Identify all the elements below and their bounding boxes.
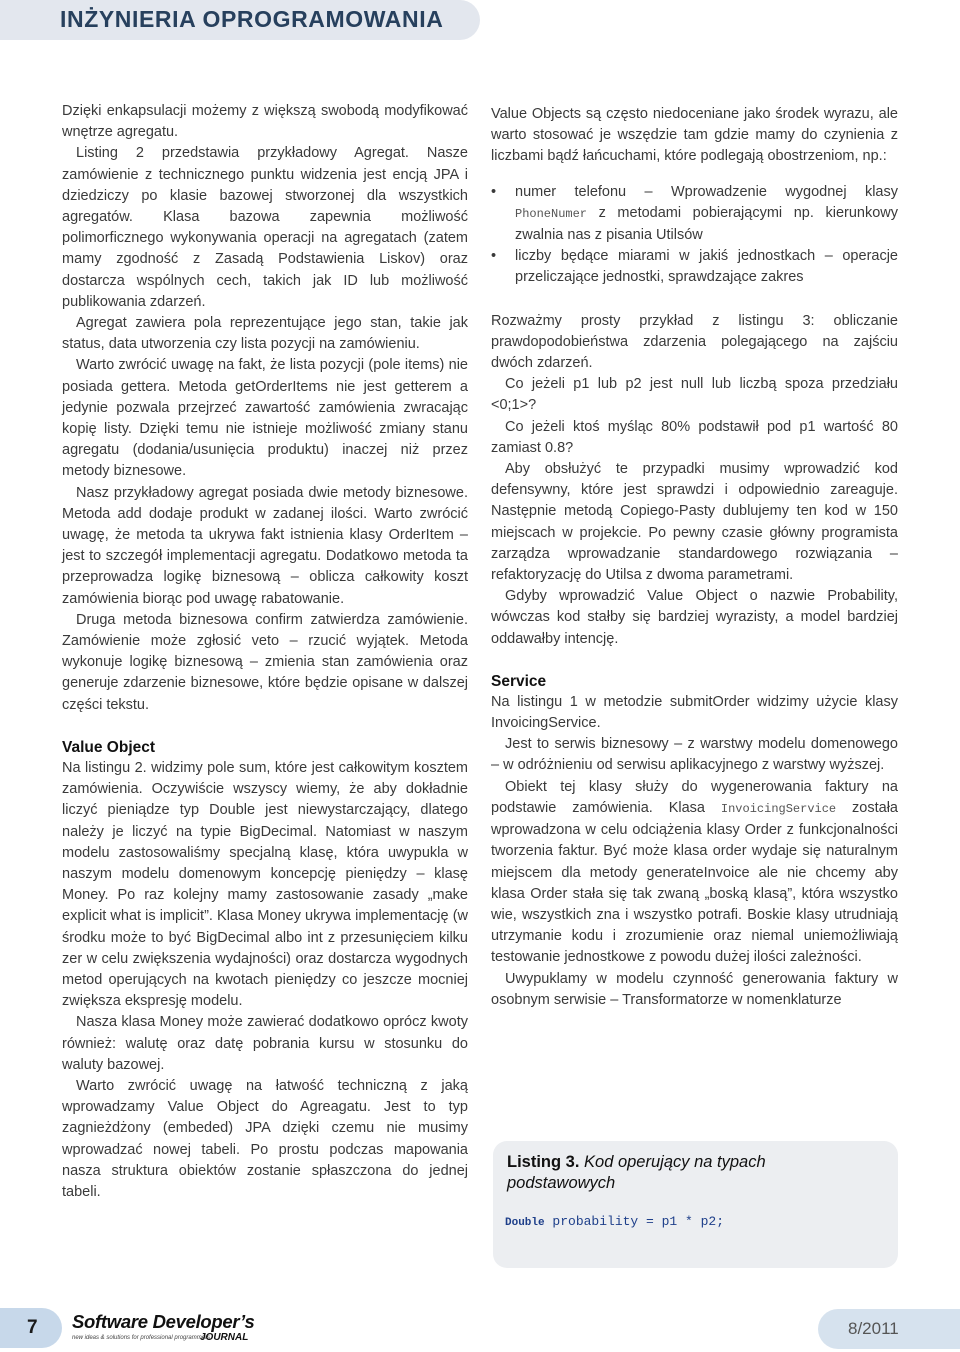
code-keyword: Double bbox=[505, 1217, 545, 1229]
paragraph: Nasz przykładowy agregat posiada dwie metody biznesowe. Metoda add dodaje produkt w zadanej ilości. Warto zwrócić uwagę, że metoda ta ukrywa fakt istnienia klasy OrderItem – jest to szczegół implementacji agregatu. Dodatkowo metoda ta przeprowadza logikę biznesową – oblicza całkowity koszt zamówienia biorąc pod uwagę rabatowanie. bbox=[62, 484, 468, 607]
paragraph: Co jeżeli ktoś myśląc 80% podstawił pod p1 wartość 80 zamiast 0.8? bbox=[491, 418, 898, 456]
page-number-badge bbox=[0, 1308, 62, 1348]
paragraph: Agregat zawiera pola reprezentujące jego stan, takie jak status, data utworzenia czy lista pozycji na zamówieniu. bbox=[62, 315, 468, 353]
listing-caption bbox=[507, 1152, 847, 1194]
paragraph: Jest to serwis biznesowy – z warstwy modelu domenowego – w odróżnieniu od serwisu aplikacyjnego z warstwy wyższej. bbox=[491, 736, 898, 774]
code-text: probability = p1 * p2; bbox=[544, 1214, 725, 1229]
inline-code: InvoicingService bbox=[720, 801, 837, 816]
listing-box bbox=[493, 1141, 898, 1268]
paragraph: Value Objects są często niedoceniane jako środek wyrazu, ale warto stosować je wszędzie tam gdzie mamy do czynienia z liczbami bądź łańcuchami, które podlegają obostrzeniom, np.: bbox=[491, 106, 898, 165]
paragraph: Nasza klasa Money może zawierać dodatkowo oprócz kwoty również: walutę oraz datę pobrania kursu w stosunku do waluty bazowej. bbox=[62, 1014, 468, 1073]
paragraph: Warto zwrócić uwagę na łatwość techniczną z jaką wprowadzamy Value Object do Agreagatu. Jest to typ zagnieżdżony (embeded) JPA dzięki czemu nie musimy wprowadzać nowej tabeli. Po prostu podczas mapowania nasza struktura obiektów zostanie spłaszczona do jednej tabeli. bbox=[62, 1077, 468, 1200]
paragraph: Uwypuklamy w modelu czynność generowania faktury w osobnym serwisie – Transformatorze w nomenklaturze bbox=[491, 970, 898, 1008]
paragraph: Rozważmy prosty przykład z listingu 3: obliczanie prawdopodobieństwa zdarzenia polegającego na zajściu dwóch zdarzeń. bbox=[491, 312, 898, 372]
paragraph: Gdyby wprowadzić Value Object o nazwie Probability, wówczas kod stałby się bardziej wyrazisty, a model bardziej oddawałby intencję. bbox=[491, 588, 898, 647]
bullet-list bbox=[491, 182, 898, 289]
bullet-icon: • bbox=[491, 248, 497, 265]
page-number: 7 bbox=[27, 1317, 38, 1338]
paragraph: Warto zwrócić uwagę na fakt, że lista pozycji (pole items) nie posiada gettera. Metoda getOrderItems nie jest getterem a jedynie pozwala przejrzeć zawartość zamówienia zwracając kopię listy. Dzięki temu nie istnieje możliwość zmiany stanu agregatu (dodania/usunięcia produktu) inaczej niż przez metody biznesowe. bbox=[62, 357, 468, 480]
paragraph: Obiekt tej klasy służy do wygenerowania faktury na podstawie zamówienia. Klasa InvoicingService została wprowadzona w celu odciążenia klasy Order z funkcjonalności tworzenia faktur. Być może klasa order wydaje się naturalnym miejscem dla metody generateInvoice ale nie chcemy aby klasa Order stała się tak zwaną „boską klasą”, która wszystko wie, wszystkich zna i wszystko potrafi. Boskie klasy utrudniają utrzymanie kodu i zrozumienie oraz niemal uniemożliwiają testowanie jednostkowe z powodu dużej ilości zależności. bbox=[491, 778, 898, 966]
logo-title: Software Developer’s bbox=[72, 1311, 255, 1332]
paragraph: Aby obsłużyć te przypadki musimy wprowadzić kod defensywny, które jest sprawdzi i odpowiednio zareaguje. Następnie metodą Copiego-Pasty dublujemy ten kod w 150 miejscach w projekcie. Po pewny czasie główny programista zarządza wprowadzanie standardowego rozwiązania – refaktoryzację do Utilsa z dwoma parametrami. bbox=[491, 461, 898, 584]
listing-label: Listing 3. bbox=[507, 1153, 580, 1171]
paragraph: Na listingu 2. widzimy pole sum, które jest całkowitym kosztem zamówienia. Oczywiście wszyscy wiemy, że aby dokładnie liczyć pieniądze typ Double jest niewystarczający, dlatego należy je liczyć na typie BigDecimal. Natomiast w naszym modelu zastosowaliśmy specjalną klasę, która uwypukla w naszym modelu domenowym koncepcję pieniędzy – klasę Money. Po raz kolejny mamy zastosowanie zasady „make explicit what is implicit”. Klasa Money ukrywa implementację (w środku może to być BigDecimal albo int z przesunięciem kilku zer w celu zwiększenia wydajności) oraz dostarcza wygodnych metod operujących na kwotach pieniędzy co jeszcze mocniej zwiększa ekspresję modelu. bbox=[62, 759, 468, 1010]
paragraph: Na listingu 1 w metodzie submitOrder widzimy użycie klasy InvoicingService. bbox=[491, 693, 898, 732]
paragraph: Druga metoda biznesowa confirm zatwierdza zamówienie. Zamówienie może zgłosić veto – rzucić wyjątek. Metoda wykonuje logikę biznesową – zmienia stan zamówienia oraz generuje zdarzenie biznesowe, które będzie opisane w dalszej części tekstu. bbox=[62, 611, 468, 713]
inline-code: PhoneNumer bbox=[515, 206, 588, 221]
journal-logo bbox=[70, 1311, 255, 1347]
paragraph: Co jeżeli p1 lub p2 jest null lub liczbą spoza przedziału <0;1>? bbox=[491, 376, 898, 414]
right-column bbox=[491, 104, 898, 1011]
service-heading: Service bbox=[491, 672, 547, 690]
left-column bbox=[62, 101, 468, 1203]
paragraph: Dzięki enkapsulacji możemy z większą swobodą modyfikować wnętrze agregatu. bbox=[62, 103, 468, 141]
bullet-icon: • bbox=[491, 183, 497, 200]
section-title: INŻYNIERIA OPROGRAMOWANIA bbox=[60, 6, 444, 32]
list-item: • liczby będące miarami w jakiś jednostkach – operacje przeliczające jednostki, sprawdzające zakres bbox=[491, 248, 898, 286]
logo-journal: JOURNAL bbox=[200, 1332, 249, 1343]
value-object-heading: Value Object bbox=[62, 738, 156, 756]
paragraph: Listing 2 przedstawia przykładowy Agregat. Nasze zamówienie z technicznego punktu widzenia jest encją JPA i dziedziczy po klasie bazowej stworzonej dla wszystkich agregatów. Klasa bazowa zapewnia możliwość polimorficznego wykonywania operacji na agregatach (zatem mamy zgodność z Zasadą Podstawienia Liskov) oraz dostarcza wspólnych cech, takich jak ID lub możliwość publikowania zdarzeń. bbox=[62, 145, 468, 310]
list-item: • numer telefonu – Wprowadzenie wygodnej klasy PhoneNumer z metodami pobierającymi np. kierunkowy zwalnia nas z pisania Utilsów bbox=[491, 183, 898, 244]
listing-caption-text: Kod operujący na typach podstawowych bbox=[507, 1153, 766, 1192]
logo-tagline: new ideas & solutions for professional programmers bbox=[72, 1335, 211, 1341]
issue-number: 8/2011 bbox=[848, 1319, 899, 1338]
code-block bbox=[505, 1214, 724, 1229]
issue-badge bbox=[818, 1309, 960, 1349]
